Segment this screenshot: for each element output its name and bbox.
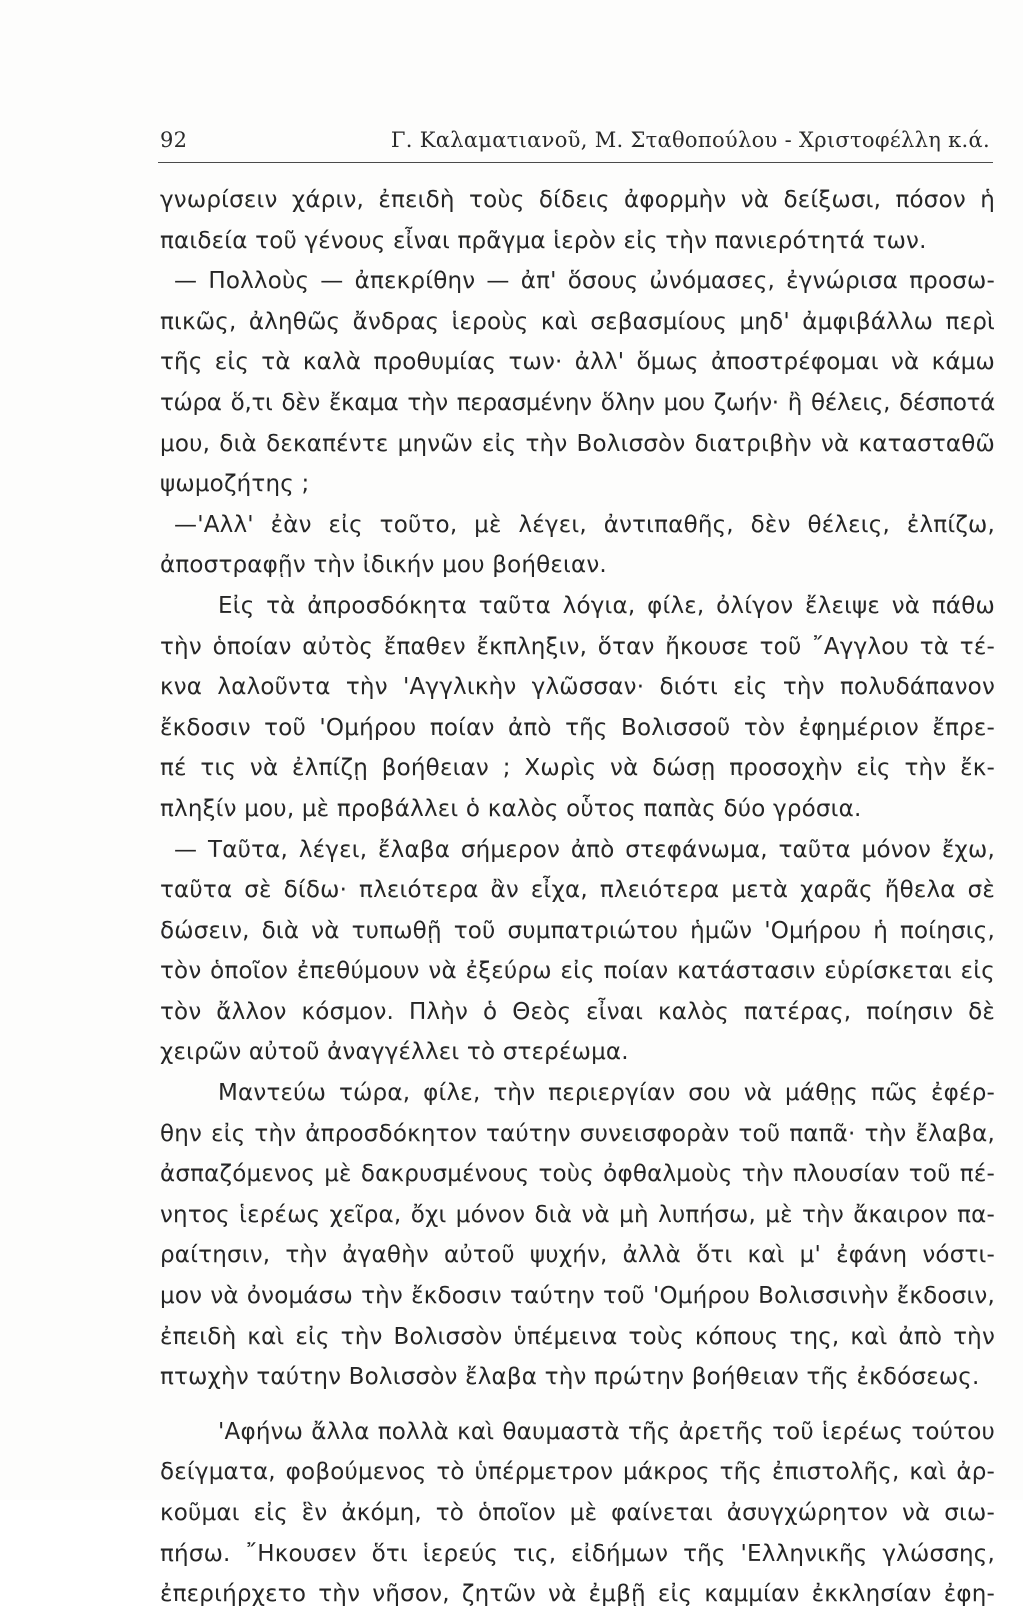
text-line: πτωχὴν ταύτην Βολισσὸν ἔλαβα τὴν πρώτην βοήθειαν τῆς ἐκδόσεως.: [160, 1364, 980, 1391]
text-line: δείγματα, φοβούμενος τὸ ὑπέρμετρον μάκρος τῆς ἐπιστολῆς, καὶ ἀρ-: [160, 1459, 995, 1486]
text-line: ἔκδοσιν τοῦ 'Ομήρου ποίαν ἀπὸ τῆς Βολισσοῦ τὸν ἐφημέριον ἔπρε-: [160, 714, 995, 741]
text-line: — Πολλοὺς — ἀπεκρίθην — ἀπ' ὅσους ὠνόμασες, ἐγνώρισα προσω-: [174, 268, 995, 295]
text-line: τὸν ὁποῖον ἐπεθύμουν νὰ ἐξεύρω εἰς ποίαν κατάστασιν εὑρίσκεται εἰς: [160, 958, 995, 985]
text-line: μου, διὰ δεκαπέντε μηνῶν εἰς τὴν Βολισσὸν διατριβὴν νὰ κατασταθῶ: [160, 430, 995, 457]
page-header: [160, 128, 990, 158]
running-title: Γ. Καλαματιανοῦ, Μ. Σταθοπούλου - Χριστοφέλλη κ.ά.: [390, 128, 990, 152]
text-line: κνα λαλοῦντα τὴν 'Αγγλικὴν γλῶσσαν· διότι εἰς τὴν πολυδάπανον: [160, 674, 995, 701]
text-line: πέ τις νὰ ἐλπίζῃ βοήθειαν ; Χωρὶς νὰ δώσῃ προσοχὴν εἰς τὴν ἔκ-: [160, 755, 995, 782]
text-line: — Ταῦτα, λέγει, ἔλαβα σήμερον ἀπὸ στεφάνωμα, ταῦτα μόνον ἔχω,: [174, 836, 995, 863]
text-line: Εἰς τὰ ἀπροσδόκητα ταῦτα λόγια, φίλε, ὀλίγον ἔλειψε νὰ πάθω: [218, 592, 995, 619]
text-line: μον νὰ ὀνομάσω τὴν ἔκδοσιν ταύτην τοῦ 'Ομήρου Βολισσινὴν ἔκδοσιν,: [160, 1283, 995, 1310]
text-line: τὸν ἄλλον κόσμον. Πλὴν ὁ Θεὸς εἶναι καλὸς πατέρας, ποίησιν δὲ: [160, 998, 995, 1025]
text-line: πληξίν μου, μὲ προβάλλει ὁ καλὸς οὗτος παπὰς δύο γρόσια.: [160, 795, 862, 822]
text-line: δώσειν, διὰ νὰ τυπωθῇ τοῦ συμπατριώτου ἡμῶν 'Ομήρου ἡ ποίησις,: [160, 917, 995, 944]
text-line: ἐπεριήρχετο τὴν νῆσον, ζητῶν νὰ ἐμβῇ εἰς καμμίαν ἐκκλησίαν ἐφη-: [160, 1581, 995, 1608]
text-line: τώρα ὅ,τι δὲν ἔκαμα τὴν περασμένην ὅλην μου ζωήν· ἢ θέλεις, δέσποτά: [160, 389, 995, 416]
text-line: ταῦτα σὲ δίδω· πλειότερα ἂν εἶχα, πλειότερα μετὰ χαρᾶς ἤθελα σὲ: [160, 877, 995, 904]
text-line: πικῶς, ἀληθῶς ἄνδρας ἱεροὺς καὶ σεβασμίους μηδ' ἀμφιβάλλω περὶ: [160, 308, 995, 335]
text-line: νητος ἱερέως χεῖρα, ὄχι μόνον διὰ νὰ μὴ λυπήσω, μὲ τὴν ἄκαιρον πα-: [160, 1201, 995, 1228]
text-line: —'Αλλ' ἐὰν εἰς τοῦτο, μὲ λέγει, ἀντιπαθῆς, δὲν θέλεις, ἐλπίζω,: [174, 511, 995, 538]
page-number: 92: [160, 128, 188, 152]
body-text: [160, 180, 995, 1615]
text-line: τῆς εἰς τὰ καλὰ προθυμίας των· ἀλλ' ὅμως ἀποστρέφομαι νὰ κάμω: [160, 349, 995, 376]
text-line: Μαντεύω τώρα, φίλε, τὴν περιεργίαν σου νὰ μάθῃς πῶς ἐφέρ-: [218, 1080, 995, 1107]
text-line: θην εἰς τὴν ἀπροσδόκητον ταύτην συνεισφορὰν τοῦ παπᾶ· τὴν ἔλαβα,: [160, 1120, 995, 1147]
text-line: παιδεία τοῦ γένους εἶναι πρᾶγμα ἱερὸν εἰς τὴν πανιερότητά των.: [160, 227, 927, 254]
text-line: ραίτησιν, τὴν ἀγαθὴν αὐτοῦ ψυχήν, ἀλλὰ ὅτι καὶ μ' ἐφάνη νόστι-: [160, 1242, 995, 1269]
header-rule: [158, 162, 993, 163]
text-line: κοῦμαι εἰς ἓν ἀκόμη, τὸ ὁποῖον μὲ φαίνεται ἀσυγχώρητον νὰ σιω-: [160, 1500, 995, 1526]
paragraph-gap: [160, 1398, 995, 1412]
text-line: ἐπειδὴ καὶ εἰς τὴν Βολισσὸν ὑπέμεινα τοὺς κόπους της, καὶ ἀπὸ τὴν: [160, 1323, 995, 1350]
text-line: 'Αφήνω ἄλλα πολλὰ καὶ θαυμαστὰ τῆς ἀρετῆς τοῦ ἱερέως τούτου: [218, 1418, 995, 1445]
text-line: γνωρίσειν χάριν, ἐπειδὴ τοὺς δίδεις ἀφορμὴν νὰ δείξωσι, πόσον ἡ: [160, 187, 995, 213]
text-line: ψωμοζήτης ;: [160, 471, 310, 498]
text-line: ἀποστραφῇν τὴν ἰδικήν μου βοήθειαν.: [160, 552, 607, 579]
text-line: ἀσπαζόμενος μὲ δακρυσμένους τοὺς ὀφθαλμοὺς τὴν πλουσίαν τοῦ πέ-: [160, 1161, 995, 1188]
text-line: πήσω. ῎Ηκουσεν ὅτι ἱερεύς τις, εἰδήμων τῆς 'Ελληνικῆς γλώσσης,: [160, 1540, 995, 1567]
text-line: χειρῶν αὐτοῦ ἀναγγέλλει τὸ στερέωμα.: [160, 1039, 629, 1066]
text-line: τὴν ὁποίαν αὐτὸς ἔπαθεν ἔκπληξιν, ὅταν ἤκουσε τοῦ ῎Αγγλου τὰ τέ-: [160, 633, 995, 660]
